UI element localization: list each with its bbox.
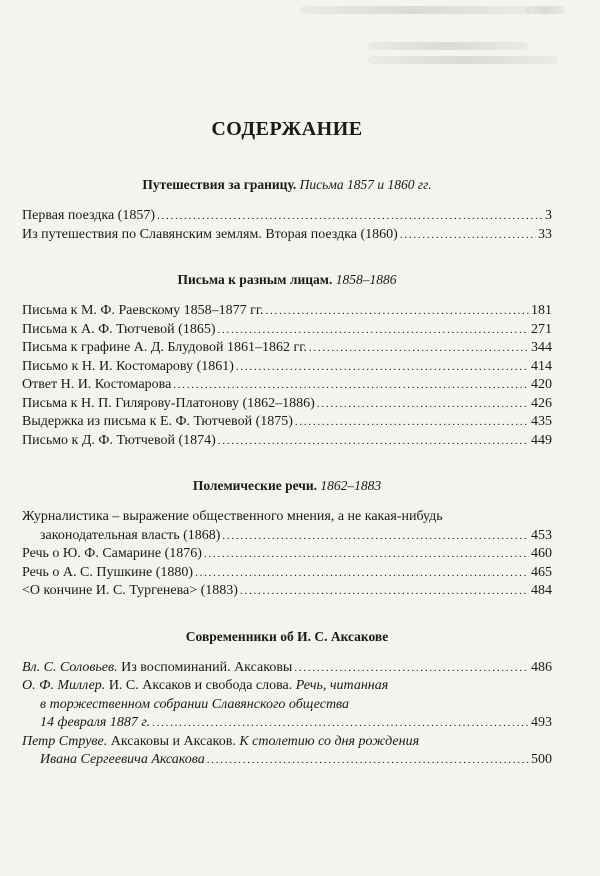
section-heading-italic: 1862–1883	[320, 478, 382, 493]
dot-leader	[204, 545, 529, 564]
entry-title: Ответ Н. И. Костомарова	[22, 377, 172, 392]
entry-title: Письмо к Н. И. Костомарову (1861)	[22, 358, 234, 374]
entry-subtitle: К столетию со дня рождения	[235, 733, 420, 749]
dot-leader	[236, 358, 529, 377]
dot-leader	[207, 751, 529, 770]
section-travels	[22, 177, 552, 244]
dot-leader	[309, 339, 529, 358]
dot-leader	[218, 432, 529, 451]
dot-leader	[152, 714, 529, 733]
section-speeches	[22, 478, 552, 601]
section-heading-bold: Современники об И. С. Аксакове	[185, 628, 389, 644]
section-heading-bold: Письма к разным лицам.	[177, 272, 333, 287]
toc-entry[interactable]	[22, 733, 552, 770]
section-heading	[22, 272, 552, 288]
entry-title: Письма к Н. П. Гилярову-Платонову (1862–1886)	[22, 395, 315, 411]
entry-title: Выдержка из письма к Е. Ф. Тютчевой (1875)	[22, 414, 293, 429]
entry-author: О. Ф. Миллер.	[22, 678, 106, 693]
entry-title: законодательная власть (1868)	[40, 527, 221, 543]
entry-subtitle-line: в торжественном собрании Славянского общества	[40, 696, 350, 712]
toc-entry[interactable]	[22, 302, 552, 321]
page-number: 271	[531, 321, 552, 337]
toc-entry[interactable]	[22, 358, 552, 377]
table-of-contents	[22, 118, 552, 798]
entry-title-line: Аксаковы и Аксаков.	[107, 733, 236, 749]
section-heading	[22, 177, 552, 193]
dot-leader	[195, 564, 529, 583]
toc-entry[interactable]	[22, 395, 552, 414]
toc-entry[interactable]	[22, 564, 552, 583]
entry-title: Речь о А. С. Пушкине (1880)	[22, 564, 194, 580]
dot-leader	[266, 302, 529, 321]
page-number: 453	[531, 527, 552, 543]
dot-leader	[157, 207, 543, 226]
entry-title: <О кончине И. С. Тургенева> (1883)	[22, 583, 238, 598]
dot-leader	[294, 659, 529, 678]
entry-title-line: Журналистика – выражение общественного мнения, а не какая-нибудь	[22, 509, 443, 524]
entry-title: Первая поездка (1857)	[22, 208, 155, 223]
entry-title: Письма к А. Ф. Тютчевой (1865)	[22, 321, 216, 337]
page-number: 465	[531, 564, 552, 580]
dot-leader	[317, 395, 529, 414]
page-number: 3	[545, 208, 552, 223]
dot-leader	[217, 321, 529, 340]
page-number: 33	[538, 226, 552, 242]
page-number: 486	[531, 659, 552, 675]
section-heading	[22, 629, 552, 645]
page-number: 420	[531, 377, 552, 392]
entry-title-line: И. С. Аксаков и свобода слова.	[105, 678, 293, 693]
entry-subtitle: Речь, читанная	[292, 678, 389, 693]
page-number: 500	[531, 752, 552, 767]
page-number: 181	[531, 303, 552, 318]
entry-author: Петр Струве.	[22, 733, 108, 749]
page-number: 344	[531, 340, 552, 355]
page-number: 414	[531, 358, 552, 374]
toc-entry[interactable]	[22, 659, 552, 678]
section-letters	[22, 272, 552, 450]
toc-entry[interactable]	[22, 413, 552, 432]
dot-leader	[295, 413, 529, 432]
toc-entry[interactable]	[22, 545, 552, 564]
page-number: 426	[531, 395, 552, 411]
entry-subtitle-line: Ивана Сергеевича Аксакова	[40, 752, 205, 767]
page-number: 460	[531, 546, 552, 561]
entry-title: Письма к М. Ф. Раевскому 1858–1877 гг.	[22, 303, 264, 318]
entry-author: Вл. С. Соловьев.	[22, 659, 118, 675]
page-number: 435	[531, 414, 552, 429]
entry-date: 14 февраля 1887 г.	[40, 715, 151, 730]
section-heading-italic: 1858–1886	[335, 272, 397, 287]
toc-entry[interactable]	[22, 582, 552, 601]
toc-entry[interactable]	[22, 376, 552, 395]
page-title: СОДЕРЖАНИЕ	[211, 118, 363, 140]
toc-entry[interactable]	[22, 339, 552, 358]
entry-title: Письма к графине А. Д. Блудовой 1861–1862 гг.	[22, 340, 307, 355]
toc-entry[interactable]	[22, 677, 552, 733]
section-heading-bold: Путешествия за границу.	[142, 177, 297, 192]
entry-title: Из путешествия по Славянским землям. Вторая поездка (1860)	[22, 226, 398, 242]
dot-leader	[400, 226, 536, 245]
page-number: 484	[531, 583, 552, 598]
dot-leader	[240, 582, 529, 601]
bleed-through-top	[0, 0, 600, 80]
entry-title: Письмо к Д. Ф. Тютчевой (1874)	[22, 432, 216, 448]
page-number: 449	[531, 432, 552, 448]
toc-entry[interactable]	[22, 321, 552, 340]
section-heading	[22, 478, 552, 494]
section-heading-italic: Письма 1857 и 1860 гг.	[299, 177, 432, 192]
toc-entry[interactable]	[22, 207, 552, 226]
entry-title: Из воспоминаний. Аксаковы	[117, 659, 293, 675]
entry-title: Речь о Ю. Ф. Самарине (1876)	[22, 546, 202, 561]
page-number: 493	[531, 715, 552, 730]
toc-entry[interactable]	[22, 432, 552, 451]
section-heading-bold: Полемические речи.	[192, 478, 318, 493]
section-contemporaries	[22, 629, 552, 770]
dot-leader	[173, 376, 529, 395]
toc-entry[interactable]	[22, 508, 552, 545]
dot-leader	[222, 527, 529, 546]
toc-entry[interactable]	[22, 226, 552, 245]
